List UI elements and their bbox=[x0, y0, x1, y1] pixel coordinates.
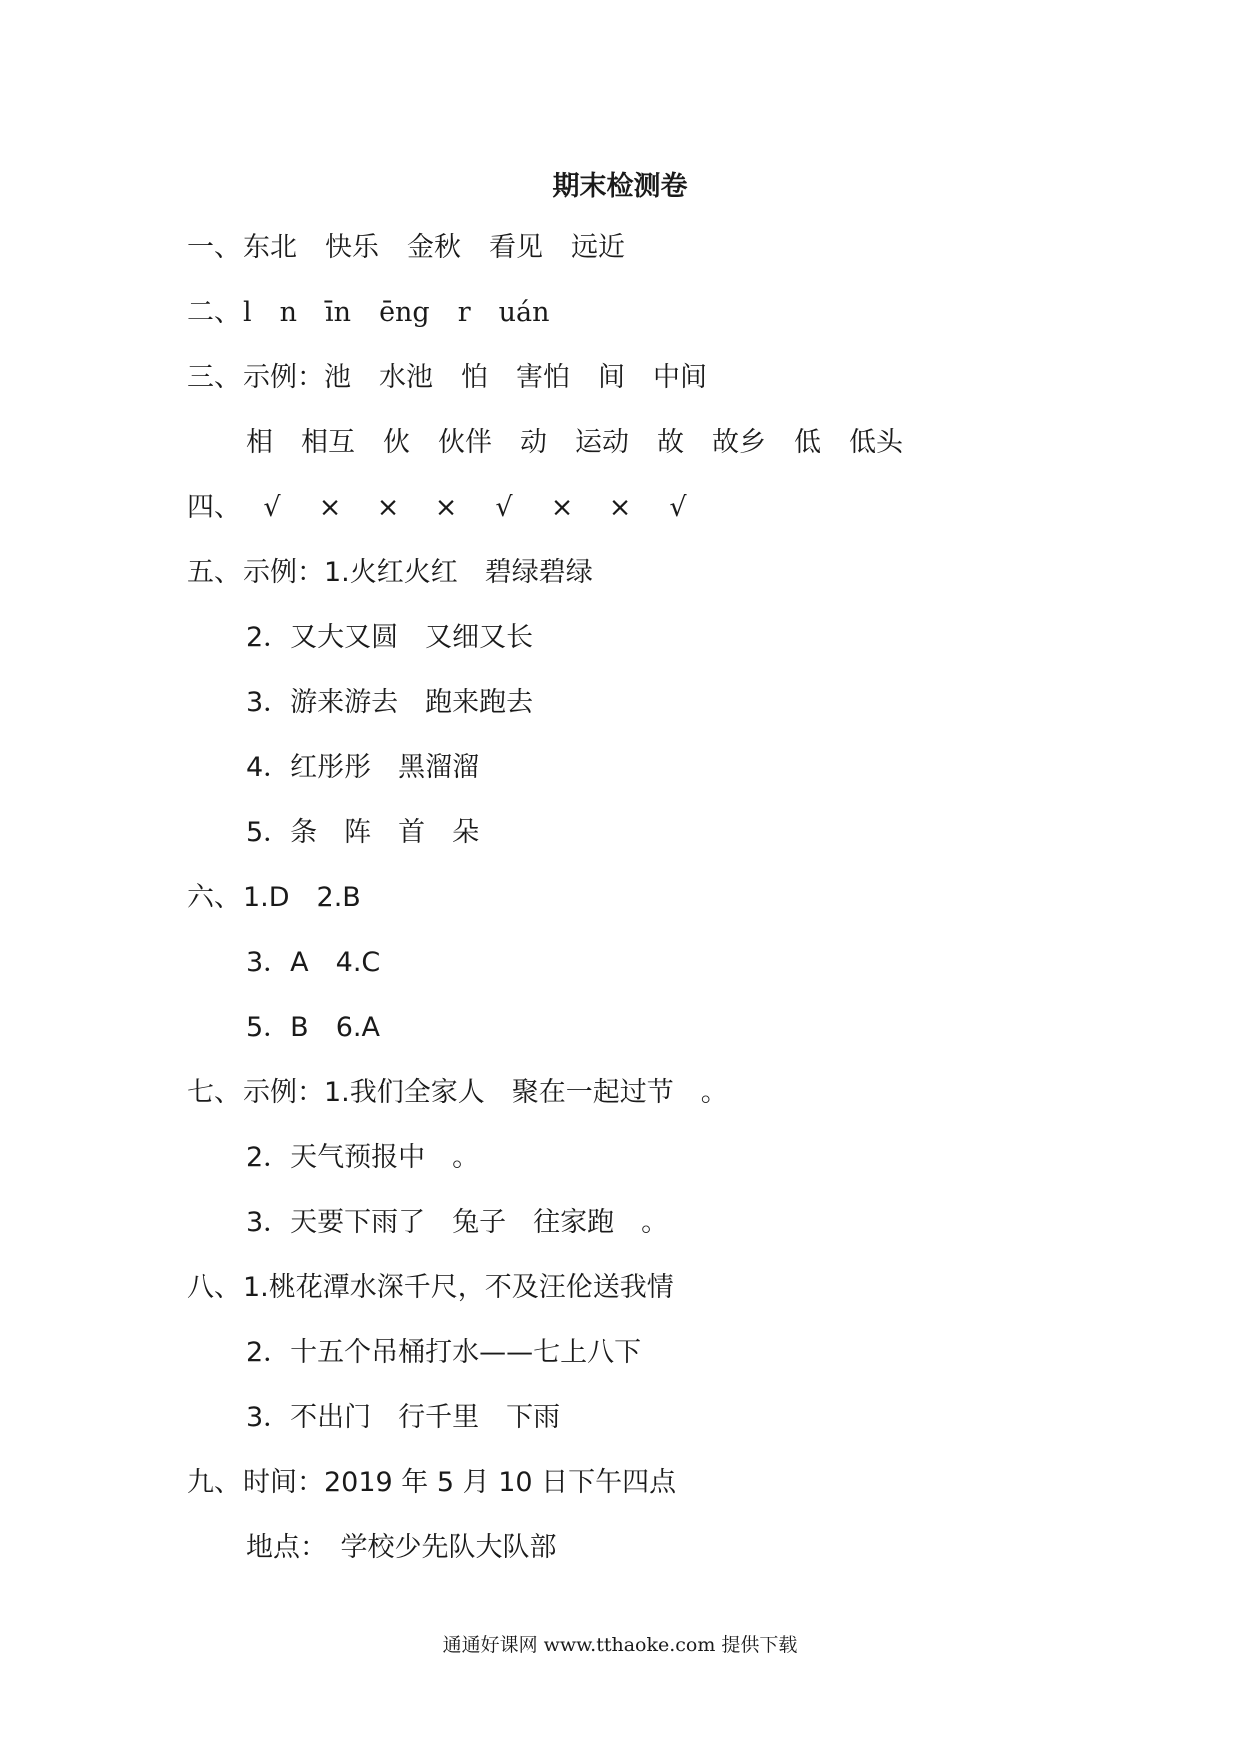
answer-line: 1.桃花潭水深千尺，不及汪伦送我情 bbox=[243, 1272, 674, 1303]
pinyin-answer: uán bbox=[498, 297, 550, 328]
section-label: 五、 bbox=[187, 557, 241, 588]
section-8-line-3 bbox=[246, 1401, 560, 1435]
answer-line: 1.D 2.B bbox=[243, 882, 361, 913]
section-label: 七、 bbox=[187, 1077, 241, 1108]
page-title: 期末检测卷 bbox=[552, 171, 688, 202]
section-5-line-3 bbox=[246, 686, 533, 720]
answer-word: 动 bbox=[520, 427, 547, 458]
section-5-line-4 bbox=[246, 751, 479, 785]
answer-word: 伙伴 bbox=[438, 427, 492, 458]
answer-line: 3．A 4.C bbox=[246, 947, 381, 978]
answer-line: 3．游来游去 跑来跑去 bbox=[246, 687, 534, 718]
answer-word: 池 bbox=[324, 362, 351, 393]
answer-word: 故乡 bbox=[712, 427, 766, 458]
section-label: 六、 bbox=[187, 882, 241, 913]
answer-line: 4．红彤彤 黑溜溜 bbox=[246, 752, 480, 783]
judgement-mark: × bbox=[376, 492, 400, 523]
example-prefix: 示例： bbox=[243, 557, 324, 588]
judgement-mark: √ bbox=[263, 492, 281, 523]
section-label: 二、 bbox=[187, 297, 241, 328]
judgement-mark: √ bbox=[669, 492, 687, 523]
example-prefix: 示例： bbox=[243, 362, 324, 393]
answer-word: 伙 bbox=[383, 427, 410, 458]
pinyin-answer: l bbox=[243, 297, 252, 328]
answer-line: 1.火红火红 碧绿碧绿 bbox=[324, 557, 593, 588]
judgement-mark: × bbox=[318, 492, 342, 523]
section-8 bbox=[187, 1271, 674, 1305]
section-8-line-2 bbox=[246, 1336, 641, 1370]
answer-line: 3．天要下雨了 兔子 往家跑 。 bbox=[246, 1207, 669, 1238]
answer-line: 5．条 阵 首 朵 bbox=[246, 817, 480, 848]
answer-word: 怕 bbox=[461, 362, 488, 393]
answer-word: 运动 bbox=[575, 427, 629, 458]
answer-word: 看见 bbox=[489, 232, 543, 263]
answer-word: 相 bbox=[246, 427, 273, 458]
section-6-line-2 bbox=[246, 946, 380, 980]
answer-word: 远近 bbox=[571, 232, 625, 263]
section-5 bbox=[187, 556, 593, 590]
section-5-line-5 bbox=[246, 816, 479, 850]
section-7-line-2 bbox=[246, 1141, 479, 1175]
pinyin-answer: r bbox=[457, 297, 471, 328]
section-3-row-2 bbox=[246, 426, 931, 460]
answer-word: 低 bbox=[794, 427, 821, 458]
example-prefix: 示例： bbox=[243, 1077, 324, 1108]
answer-word: 间 bbox=[598, 362, 625, 393]
section-7-line-3 bbox=[246, 1206, 668, 1240]
judgement-mark: × bbox=[550, 492, 574, 523]
section-9 bbox=[187, 1466, 676, 1500]
answer-line: 1.我们全家人 聚在一起过节 。 bbox=[324, 1077, 728, 1108]
answer-line: 3．不出门 行千里 下雨 bbox=[246, 1402, 561, 1433]
answer-line: 2．十五个吊桶打水——七上八下 bbox=[246, 1337, 642, 1368]
pinyin-answer: ēng bbox=[379, 297, 430, 328]
section-1 bbox=[187, 231, 653, 265]
section-9-line-2 bbox=[246, 1531, 557, 1565]
section-2 bbox=[187, 296, 578, 330]
answer-word: 害怕 bbox=[516, 362, 570, 393]
answer-line: 2．又大又圆 又细又长 bbox=[246, 622, 534, 653]
answer-word: 相互 bbox=[301, 427, 355, 458]
section-label: 九、 bbox=[187, 1467, 241, 1498]
section-label: 一、 bbox=[187, 232, 241, 263]
answer-word: 水池 bbox=[379, 362, 433, 393]
answer-word: 中间 bbox=[653, 362, 707, 393]
answer-word: 东北 bbox=[243, 232, 297, 263]
section-6 bbox=[187, 881, 361, 915]
section-6-line-3 bbox=[246, 1011, 380, 1045]
answer-line: 地点： 学校少先队大队部 bbox=[246, 1532, 557, 1563]
answer-line: 2．天气预报中 。 bbox=[246, 1142, 480, 1173]
section-4 bbox=[187, 491, 707, 525]
judgement-mark: √ bbox=[495, 492, 513, 523]
section-label: 八、 bbox=[187, 1272, 241, 1303]
section-5-line-2 bbox=[246, 621, 533, 655]
judgement-mark: × bbox=[434, 492, 458, 523]
answer-word: 故 bbox=[657, 427, 684, 458]
answer-line: 5．B 6.A bbox=[246, 1012, 380, 1043]
section-label: 三、 bbox=[187, 362, 241, 393]
footer-credit: 通通好课网 www.tthaoke.com 提供下载 bbox=[442, 1634, 798, 1656]
answer-line: 时间：2019 年 5 月 10 日下午四点 bbox=[243, 1467, 677, 1498]
section-7 bbox=[187, 1076, 728, 1110]
answer-word: 低头 bbox=[849, 427, 903, 458]
section-3 bbox=[187, 361, 735, 395]
pinyin-answer: īn bbox=[325, 297, 352, 328]
answer-word: 快乐 bbox=[325, 232, 379, 263]
section-label: 四、 bbox=[187, 492, 241, 523]
judgement-mark: × bbox=[608, 492, 632, 523]
answer-word: 金秋 bbox=[407, 232, 461, 263]
pinyin-answer: n bbox=[279, 297, 298, 328]
